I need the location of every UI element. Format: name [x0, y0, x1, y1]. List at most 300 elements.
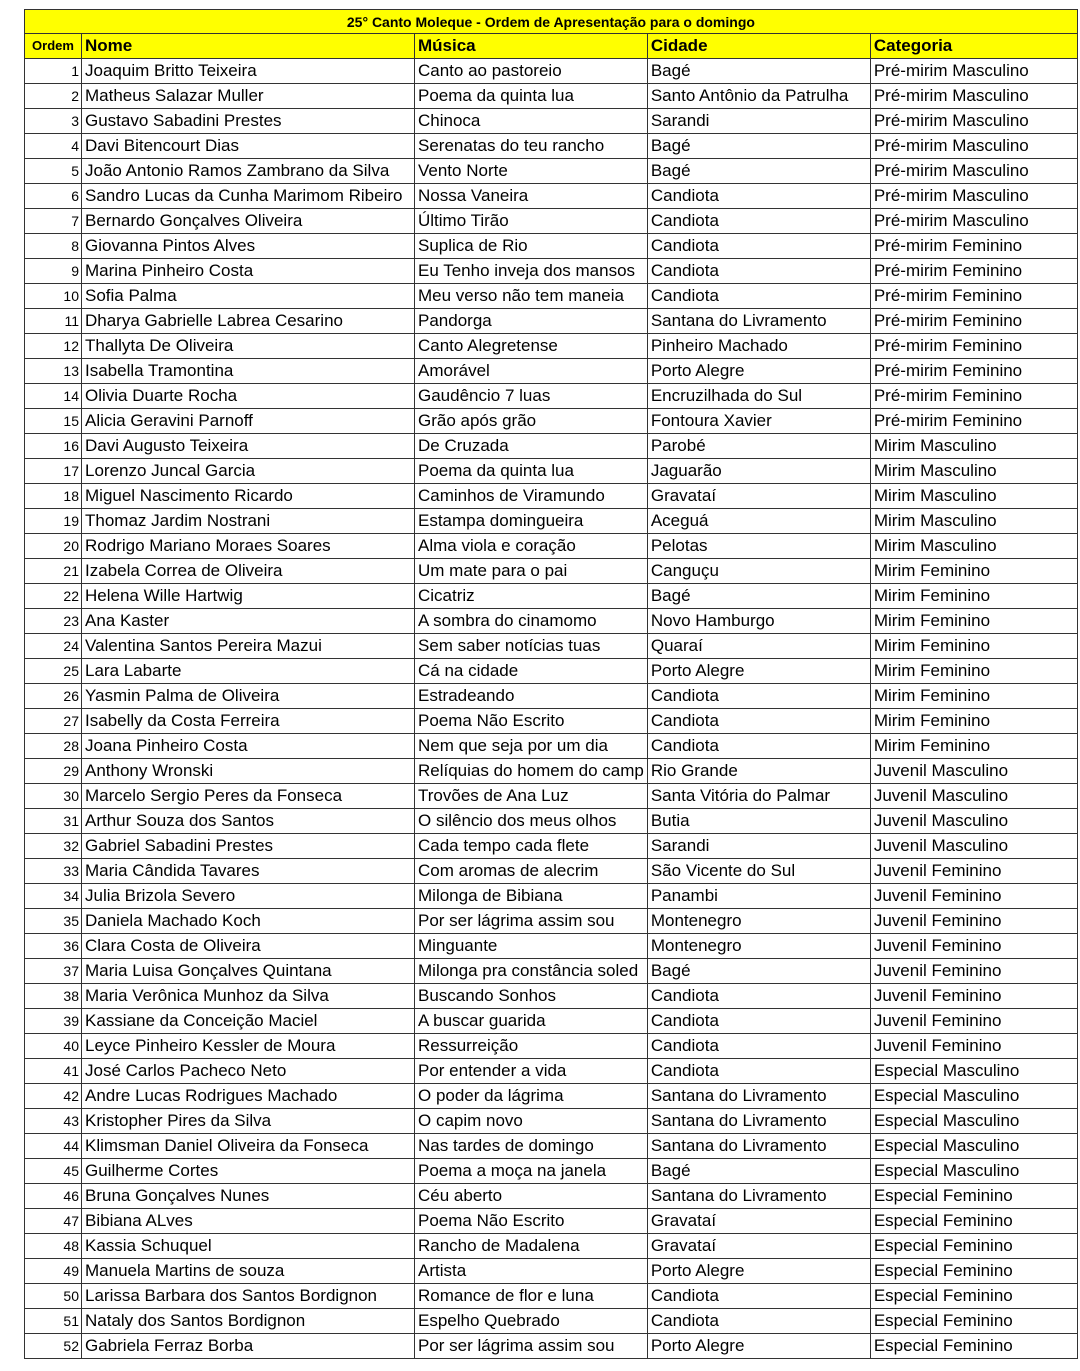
- header-ordem[interactable]: Ordem: [25, 34, 82, 59]
- cell-ordem[interactable]: 39: [25, 1009, 82, 1034]
- cell-musica[interactable]: Buscando Sonhos: [415, 984, 648, 1009]
- cell-musica[interactable]: Estradeando: [415, 684, 648, 709]
- cell-nome[interactable]: Kristopher Pires da Silva: [82, 1109, 415, 1134]
- cell-nome[interactable]: Izabela Correa de Oliveira: [82, 559, 415, 584]
- cell-cidade[interactable]: Santa Vitória do Palmar: [647, 784, 870, 809]
- cell-categoria[interactable]: Pré-mirim Masculino: [870, 184, 1077, 209]
- cell-ordem[interactable]: 28: [25, 734, 82, 759]
- cell-ordem[interactable]: 26: [25, 684, 82, 709]
- cell-cidade[interactable]: Santana do Livramento: [647, 1084, 870, 1109]
- cell-nome[interactable]: Isabelly da Costa Ferreira: [82, 709, 415, 734]
- cell-nome[interactable]: Davi Augusto Teixeira: [82, 434, 415, 459]
- cell-nome[interactable]: Giovanna Pintos Alves: [82, 234, 415, 259]
- table-row: [25, 459, 1078, 484]
- cell-nome[interactable]: Kassiane da Conceição Maciel: [82, 1009, 415, 1034]
- cell-ordem[interactable]: 7: [25, 209, 82, 234]
- cell-categoria[interactable]: Especial Feminino: [870, 1259, 1077, 1284]
- cell-categoria[interactable]: Especial Feminino: [870, 1334, 1077, 1359]
- cell-cidade[interactable]: Candiota: [647, 984, 870, 1009]
- cell-cidade[interactable]: Candiota: [647, 209, 870, 234]
- cell-musica[interactable]: Cá na cidade: [415, 659, 648, 684]
- cell-ordem[interactable]: 30: [25, 784, 82, 809]
- cell-nome[interactable]: Larissa Barbara dos Santos Bordignon: [82, 1284, 415, 1309]
- table-row: [25, 1209, 1078, 1234]
- cell-categoria[interactable]: Mirim Feminino: [870, 709, 1077, 734]
- cell-cidade[interactable]: Pelotas: [647, 534, 870, 559]
- table-row: [25, 1009, 1078, 1034]
- cell-categoria[interactable]: Especial Masculino: [870, 1084, 1077, 1109]
- cell-ordem[interactable]: 23: [25, 609, 82, 634]
- cell-musica[interactable]: Último Tirão: [415, 209, 648, 234]
- cell-nome[interactable]: Marcelo Sergio Peres da Fonseca: [82, 784, 415, 809]
- cell-ordem[interactable]: 36: [25, 934, 82, 959]
- cell-categoria[interactable]: Mirim Feminino: [870, 734, 1077, 759]
- cell-ordem[interactable]: 2: [25, 84, 82, 109]
- cell-nome[interactable]: Helena Wille Hartwig: [82, 584, 415, 609]
- cell-categoria[interactable]: Mirim Masculino: [870, 434, 1077, 459]
- cell-cidade[interactable]: Santana do Livramento: [647, 1109, 870, 1134]
- cell-nome[interactable]: Lorenzo Juncal Garcia: [82, 459, 415, 484]
- cell-ordem[interactable]: 32: [25, 834, 82, 859]
- cell-nome[interactable]: Rodrigo Mariano Moraes Soares: [82, 534, 415, 559]
- cell-musica[interactable]: Por ser lágrima assim sou: [415, 909, 648, 934]
- cell-musica[interactable]: Gaudêncio 7 luas: [415, 384, 648, 409]
- cell-nome[interactable]: Kassia Schuquel: [82, 1234, 415, 1259]
- cell-categoria[interactable]: Pré-mirim Feminino: [870, 359, 1077, 384]
- cell-musica[interactable]: Canto ao pastoreio: [415, 59, 648, 84]
- cell-musica[interactable]: Um mate para o pai: [415, 559, 648, 584]
- cell-nome[interactable]: Dharya Gabrielle Labrea Cesarino: [82, 309, 415, 334]
- cell-categoria[interactable]: Pré-mirim Masculino: [870, 109, 1077, 134]
- cell-categoria[interactable]: Pré-mirim Masculino: [870, 84, 1077, 109]
- header-categoria[interactable]: Categoria: [870, 34, 1077, 59]
- cell-musica[interactable]: Canto Alegretense: [415, 334, 648, 359]
- cell-musica[interactable]: Cicatriz: [415, 584, 648, 609]
- cell-categoria[interactable]: Juvenil Feminino: [870, 934, 1077, 959]
- cell-categoria[interactable]: Pré-mirim Masculino: [870, 209, 1077, 234]
- cell-ordem[interactable]: 6: [25, 184, 82, 209]
- cell-cidade[interactable]: Pinheiro Machado: [647, 334, 870, 359]
- cell-musica[interactable]: Milonga de Bibiana: [415, 884, 648, 909]
- cell-ordem[interactable]: 3: [25, 109, 82, 134]
- cell-ordem[interactable]: 40: [25, 1034, 82, 1059]
- table-row: [25, 109, 1078, 134]
- cell-musica[interactable]: Alma viola e coração: [415, 534, 648, 559]
- cell-cidade[interactable]: Porto Alegre: [647, 1259, 870, 1284]
- table-row: [25, 834, 1078, 859]
- cell-cidade[interactable]: Jaguarão: [647, 459, 870, 484]
- cell-nome[interactable]: Maria Verônica Munhoz da Silva: [82, 984, 415, 1009]
- cell-ordem[interactable]: 9: [25, 259, 82, 284]
- cell-cidade[interactable]: Candiota: [647, 259, 870, 284]
- cell-ordem[interactable]: 46: [25, 1184, 82, 1209]
- cell-cidade[interactable]: Gravataí: [647, 484, 870, 509]
- cell-nome[interactable]: Manuela Martins de souza: [82, 1259, 415, 1284]
- cell-categoria[interactable]: Mirim Feminino: [870, 584, 1077, 609]
- cell-musica[interactable]: Meu verso não tem maneia: [415, 284, 648, 309]
- cell-cidade[interactable]: Montenegro: [647, 934, 870, 959]
- header-cidade[interactable]: Cidade: [647, 34, 870, 59]
- cell-musica[interactable]: Por entender a vida: [415, 1059, 648, 1084]
- cell-categoria[interactable]: Mirim Masculino: [870, 534, 1077, 559]
- cell-categoria[interactable]: Pré-mirim Feminino: [870, 309, 1077, 334]
- cell-musica[interactable]: Ressurreição: [415, 1034, 648, 1059]
- cell-nome[interactable]: Andre Lucas Rodrigues Machado: [82, 1084, 415, 1109]
- cell-nome[interactable]: Anthony Wronski: [82, 759, 415, 784]
- cell-cidade[interactable]: Bagé: [647, 159, 870, 184]
- cell-cidade[interactable]: Bagé: [647, 1159, 870, 1184]
- cell-ordem[interactable]: 42: [25, 1084, 82, 1109]
- cell-ordem[interactable]: 45: [25, 1159, 82, 1184]
- table-row: [25, 984, 1078, 1009]
- cell-categoria[interactable]: Pré-mirim Feminino: [870, 284, 1077, 309]
- cell-ordem[interactable]: 21: [25, 559, 82, 584]
- cell-ordem[interactable]: 31: [25, 809, 82, 834]
- table-row: [25, 484, 1078, 509]
- cell-nome[interactable]: Bernardo Gonçalves Oliveira: [82, 209, 415, 234]
- cell-ordem[interactable]: 14: [25, 384, 82, 409]
- cell-nome[interactable]: Valentina Santos Pereira Mazui: [82, 634, 415, 659]
- cell-nome[interactable]: Davi Bitencourt Dias: [82, 134, 415, 159]
- cell-musica[interactable]: O capim novo: [415, 1109, 648, 1134]
- cell-categoria[interactable]: Pré-mirim Feminino: [870, 259, 1077, 284]
- cell-nome[interactable]: Nataly dos Santos Bordignon: [82, 1309, 415, 1334]
- cell-nome[interactable]: Julia Brizola Severo: [82, 884, 415, 909]
- table-row: [25, 409, 1078, 434]
- cell-ordem[interactable]: 35: [25, 909, 82, 934]
- cell-ordem[interactable]: 29: [25, 759, 82, 784]
- cell-nome[interactable]: Joana Pinheiro Costa: [82, 734, 415, 759]
- cell-categoria[interactable]: Especial Feminino: [870, 1209, 1077, 1234]
- cell-categoria[interactable]: Pré-mirim Masculino: [870, 134, 1077, 159]
- table-row: [25, 384, 1078, 409]
- cell-nome[interactable]: Daniela Machado Koch: [82, 909, 415, 934]
- cell-categoria[interactable]: Mirim Feminino: [870, 634, 1077, 659]
- cell-ordem[interactable]: 48: [25, 1234, 82, 1259]
- cell-musica[interactable]: Sem saber notícias tuas: [415, 634, 648, 659]
- cell-nome[interactable]: Isabella Tramontina: [82, 359, 415, 384]
- cell-cidade[interactable]: Candiota: [647, 1284, 870, 1309]
- cell-ordem[interactable]: 41: [25, 1059, 82, 1084]
- cell-musica[interactable]: Amorável: [415, 359, 648, 384]
- cell-musica[interactable]: Por ser lágrima assim sou: [415, 1334, 648, 1359]
- cell-ordem[interactable]: 10: [25, 284, 82, 309]
- cell-categoria[interactable]: Juvenil Masculino: [870, 834, 1077, 859]
- cell-cidade[interactable]: São Vicente do Sul: [647, 859, 870, 884]
- cell-ordem[interactable]: 17: [25, 459, 82, 484]
- cell-categoria[interactable]: Juvenil Masculino: [870, 759, 1077, 784]
- cell-categoria[interactable]: Juvenil Masculino: [870, 784, 1077, 809]
- table-row: [25, 59, 1078, 84]
- cell-nome[interactable]: Sandro Lucas da Cunha Marimom Ribeiro: [82, 184, 415, 209]
- header-nome[interactable]: Nome: [82, 34, 415, 59]
- cell-cidade[interactable]: Fontoura Xavier: [647, 409, 870, 434]
- cell-categoria[interactable]: Especial Masculino: [870, 1109, 1077, 1134]
- table-row: [25, 784, 1078, 809]
- cell-musica[interactable]: Rancho de Madalena: [415, 1234, 648, 1259]
- cell-ordem[interactable]: 11: [25, 309, 82, 334]
- cell-musica[interactable]: A sombra do cinamomo: [415, 609, 648, 634]
- cell-cidade[interactable]: Bagé: [647, 134, 870, 159]
- cell-cidade[interactable]: Santana do Livramento: [647, 309, 870, 334]
- cell-musica[interactable]: Nas tardes de domingo: [415, 1134, 648, 1159]
- cell-musica[interactable]: Milonga pra constância soled: [415, 959, 648, 984]
- cell-musica[interactable]: Nossa Vaneira: [415, 184, 648, 209]
- cell-nome[interactable]: Arthur Souza dos Santos: [82, 809, 415, 834]
- cell-nome[interactable]: João Antonio Ramos Zambrano da Silva: [82, 159, 415, 184]
- cell-musica[interactable]: Pandorga: [415, 309, 648, 334]
- cell-categoria[interactable]: Juvenil Feminino: [870, 884, 1077, 909]
- cell-categoria[interactable]: Especial Masculino: [870, 1134, 1077, 1159]
- cell-categoria[interactable]: Mirim Feminino: [870, 684, 1077, 709]
- cell-nome[interactable]: Bibiana ALves: [82, 1209, 415, 1234]
- cell-cidade[interactable]: Candiota: [647, 284, 870, 309]
- table-row: [25, 1284, 1078, 1309]
- title-row: [25, 10, 1078, 34]
- table-row: [25, 1259, 1078, 1284]
- cell-cidade[interactable]: Panambi: [647, 884, 870, 909]
- table-row: [25, 659, 1078, 684]
- cell-nome[interactable]: Thallyta De Oliveira: [82, 334, 415, 359]
- cell-categoria[interactable]: Juvenil Feminino: [870, 984, 1077, 1009]
- cell-cidade[interactable]: Aceguá: [647, 509, 870, 534]
- cell-categoria[interactable]: Mirim Masculino: [870, 509, 1077, 534]
- cell-ordem[interactable]: 5: [25, 159, 82, 184]
- cell-nome[interactable]: Marina Pinheiro Costa: [82, 259, 415, 284]
- cell-nome[interactable]: José Carlos Pacheco Neto: [82, 1059, 415, 1084]
- cell-ordem[interactable]: 20: [25, 534, 82, 559]
- cell-musica[interactable]: Serenatas do teu rancho: [415, 134, 648, 159]
- cell-cidade[interactable]: Gravataí: [647, 1209, 870, 1234]
- cell-cidade[interactable]: Candiota: [647, 1059, 870, 1084]
- cell-musica[interactable]: Relíquias do homem do camp: [415, 759, 648, 784]
- cell-cidade[interactable]: Candiota: [647, 1034, 870, 1059]
- cell-ordem[interactable]: 51: [25, 1309, 82, 1334]
- cell-categoria[interactable]: Pré-mirim Masculino: [870, 59, 1077, 84]
- cell-cidade[interactable]: Canguçu: [647, 559, 870, 584]
- cell-musica[interactable]: Com aromas de alecrim: [415, 859, 648, 884]
- cell-cidade[interactable]: Encruzilhada do Sul: [647, 384, 870, 409]
- cell-ordem[interactable]: 4: [25, 134, 82, 159]
- cell-nome[interactable]: Matheus Salazar Muller: [82, 84, 415, 109]
- cell-nome[interactable]: Klimsman Daniel Oliveira da Fonseca: [82, 1134, 415, 1159]
- cell-categoria[interactable]: Pré-mirim Feminino: [870, 334, 1077, 359]
- cell-cidade[interactable]: Candiota: [647, 684, 870, 709]
- cell-categoria[interactable]: Juvenil Feminino: [870, 959, 1077, 984]
- cell-cidade[interactable]: Gravataí: [647, 1234, 870, 1259]
- cell-cidade[interactable]: Candiota: [647, 184, 870, 209]
- cell-cidade[interactable]: Parobé: [647, 434, 870, 459]
- cell-nome[interactable]: Bruna Gonçalves Nunes: [82, 1184, 415, 1209]
- cell-nome[interactable]: Joaquim Britto Teixeira: [82, 59, 415, 84]
- cell-musica[interactable]: Minguante: [415, 934, 648, 959]
- header-musica[interactable]: Música: [415, 34, 648, 59]
- cell-categoria[interactable]: Pré-mirim Feminino: [870, 234, 1077, 259]
- cell-musica[interactable]: Artista: [415, 1259, 648, 1284]
- cell-musica[interactable]: Vento Norte: [415, 159, 648, 184]
- cell-ordem[interactable]: 47: [25, 1209, 82, 1234]
- cell-cidade[interactable]: Porto Alegre: [647, 659, 870, 684]
- cell-categoria[interactable]: Especial Feminino: [870, 1309, 1077, 1334]
- cell-ordem[interactable]: 34: [25, 884, 82, 909]
- cell-cidade[interactable]: Candiota: [647, 734, 870, 759]
- cell-categoria[interactable]: Juvenil Feminino: [870, 909, 1077, 934]
- cell-cidade[interactable]: Bagé: [647, 959, 870, 984]
- cell-categoria[interactable]: Mirim Masculino: [870, 484, 1077, 509]
- cell-categoria[interactable]: Pré-mirim Feminino: [870, 384, 1077, 409]
- cell-categoria[interactable]: Especial Feminino: [870, 1284, 1077, 1309]
- cell-musica[interactable]: Poema da quinta lua: [415, 459, 648, 484]
- cell-musica[interactable]: Romance de flor e luna: [415, 1284, 648, 1309]
- cell-musica[interactable]: Nem que seja por um dia: [415, 734, 648, 759]
- cell-categoria[interactable]: Juvenil Masculino: [870, 809, 1077, 834]
- cell-cidade[interactable]: Porto Alegre: [647, 359, 870, 384]
- cell-categoria[interactable]: Juvenil Feminino: [870, 1009, 1077, 1034]
- cell-cidade[interactable]: Candiota: [647, 1309, 870, 1334]
- cell-musica[interactable]: De Cruzada: [415, 434, 648, 459]
- cell-categoria[interactable]: Mirim Feminino: [870, 559, 1077, 584]
- cell-cidade[interactable]: Candiota: [647, 709, 870, 734]
- cell-musica[interactable]: Espelho Quebrado: [415, 1309, 648, 1334]
- cell-cidade[interactable]: Candiota: [647, 234, 870, 259]
- table-row: [25, 434, 1078, 459]
- cell-nome[interactable]: Miguel Nascimento Ricardo: [82, 484, 415, 509]
- cell-cidade[interactable]: Santo Antônio da Patrulha: [647, 84, 870, 109]
- cell-musica[interactable]: Céu aberto: [415, 1184, 648, 1209]
- table-row: [25, 634, 1078, 659]
- cell-ordem[interactable]: 37: [25, 959, 82, 984]
- cell-ordem[interactable]: 38: [25, 984, 82, 1009]
- table-row: [25, 359, 1078, 384]
- cell-cidade[interactable]: Bagé: [647, 59, 870, 84]
- cell-musica[interactable]: Trovões de Ana Luz: [415, 784, 648, 809]
- cell-nome[interactable]: Sofia Palma: [82, 284, 415, 309]
- cell-cidade[interactable]: Novo Hamburgo: [647, 609, 870, 634]
- cell-musica[interactable]: O poder da lágrima: [415, 1084, 648, 1109]
- cell-ordem[interactable]: 18: [25, 484, 82, 509]
- cell-categoria[interactable]: Especial Masculino: [870, 1059, 1077, 1084]
- cell-categoria[interactable]: Pré-mirim Feminino: [870, 409, 1077, 434]
- cell-cidade[interactable]: Candiota: [647, 1009, 870, 1034]
- cell-musica[interactable]: Cada tempo cada flete: [415, 834, 648, 859]
- table-row: [25, 209, 1078, 234]
- header-row: [25, 34, 1078, 59]
- cell-ordem[interactable]: 13: [25, 359, 82, 384]
- table-row: [25, 84, 1078, 109]
- table-row: [25, 1184, 1078, 1209]
- cell-ordem[interactable]: 12: [25, 334, 82, 359]
- table-row: [25, 609, 1078, 634]
- cell-nome[interactable]: Leyce Pinheiro Kessler de Moura: [82, 1034, 415, 1059]
- cell-cidade[interactable]: Rio Grande: [647, 759, 870, 784]
- cell-cidade[interactable]: Bagé: [647, 584, 870, 609]
- schedule-table: [24, 9, 1078, 1359]
- cell-musica[interactable]: A buscar guarida: [415, 1009, 648, 1034]
- cell-nome[interactable]: Olivia Duarte Rocha: [82, 384, 415, 409]
- cell-categoria[interactable]: Especial Masculino: [870, 1159, 1077, 1184]
- cell-nome[interactable]: Clara Costa de Oliveira: [82, 934, 415, 959]
- cell-nome[interactable]: Alicia Geravini Parnoff: [82, 409, 415, 434]
- cell-categoria[interactable]: Especial Feminino: [870, 1234, 1077, 1259]
- cell-ordem[interactable]: 33: [25, 859, 82, 884]
- cell-ordem[interactable]: 8: [25, 234, 82, 259]
- cell-cidade[interactable]: Santana do Livramento: [647, 1184, 870, 1209]
- cell-categoria[interactable]: Especial Feminino: [870, 1184, 1077, 1209]
- table-row: [25, 1084, 1078, 1109]
- cell-cidade[interactable]: Butia: [647, 809, 870, 834]
- cell-musica[interactable]: Poema a moça na janela: [415, 1159, 648, 1184]
- table-row: [25, 884, 1078, 909]
- cell-musica[interactable]: Caminhos de Viramundo: [415, 484, 648, 509]
- cell-categoria[interactable]: Juvenil Feminino: [870, 859, 1077, 884]
- cell-cidade[interactable]: Montenegro: [647, 909, 870, 934]
- table-row: [25, 809, 1078, 834]
- cell-musica[interactable]: Poema da quinta lua: [415, 84, 648, 109]
- cell-musica[interactable]: Estampa domingueira: [415, 509, 648, 534]
- cell-ordem[interactable]: 15: [25, 409, 82, 434]
- cell-categoria[interactable]: Mirim Masculino: [870, 459, 1077, 484]
- cell-musica[interactable]: Poema Não Escrito: [415, 709, 648, 734]
- cell-cidade[interactable]: Sarandi: [647, 834, 870, 859]
- cell-nome[interactable]: Yasmin Palma de Oliveira: [82, 684, 415, 709]
- cell-nome[interactable]: Gustavo Sabadini Prestes: [82, 109, 415, 134]
- cell-categoria[interactable]: Juvenil Feminino: [870, 1034, 1077, 1059]
- cell-ordem[interactable]: 24: [25, 634, 82, 659]
- cell-musica[interactable]: O silêncio dos meus olhos: [415, 809, 648, 834]
- cell-nome[interactable]: Thomaz Jardim Nostrani: [82, 509, 415, 534]
- table-row: [25, 909, 1078, 934]
- cell-ordem[interactable]: 19: [25, 509, 82, 534]
- cell-musica[interactable]: Chinoca: [415, 109, 648, 134]
- cell-categoria[interactable]: Mirim Feminino: [870, 659, 1077, 684]
- table-row: [25, 259, 1078, 284]
- cell-ordem[interactable]: 43: [25, 1109, 82, 1134]
- cell-musica[interactable]: Poema Não Escrito: [415, 1209, 648, 1234]
- cell-ordem[interactable]: 27: [25, 709, 82, 734]
- table-row: [25, 1234, 1078, 1259]
- cell-nome[interactable]: Ana Kaster: [82, 609, 415, 634]
- cell-ordem[interactable]: 50: [25, 1284, 82, 1309]
- sheet-title[interactable]: 25° Canto Moleque - Ordem de Apresentação para o domingo: [25, 10, 1078, 34]
- cell-ordem[interactable]: 44: [25, 1134, 82, 1159]
- cell-ordem[interactable]: 22: [25, 584, 82, 609]
- table-row: [25, 534, 1078, 559]
- cell-categoria[interactable]: Pré-mirim Masculino: [870, 159, 1077, 184]
- cell-cidade[interactable]: Santana do Livramento: [647, 1134, 870, 1159]
- cell-musica[interactable]: Eu Tenho inveja dos mansos: [415, 259, 648, 284]
- cell-cidade[interactable]: Porto Alegre: [647, 1334, 870, 1359]
- cell-cidade[interactable]: Quaraí: [647, 634, 870, 659]
- cell-ordem[interactable]: 52: [25, 1334, 82, 1359]
- cell-nome[interactable]: Gabriela Ferraz Borba: [82, 1334, 415, 1359]
- table-row: [25, 1159, 1078, 1184]
- cell-ordem[interactable]: 25: [25, 659, 82, 684]
- cell-nome[interactable]: Maria Cândida Tavares: [82, 859, 415, 884]
- cell-ordem[interactable]: 16: [25, 434, 82, 459]
- cell-nome[interactable]: Lara Labarte: [82, 659, 415, 684]
- cell-cidade[interactable]: Sarandi: [647, 109, 870, 134]
- table-row: [25, 709, 1078, 734]
- cell-nome[interactable]: Maria Luisa Gonçalves Quintana: [82, 959, 415, 984]
- cell-categoria[interactable]: Mirim Feminino: [870, 609, 1077, 634]
- cell-ordem[interactable]: 49: [25, 1259, 82, 1284]
- cell-nome[interactable]: Gabriel Sabadini Prestes: [82, 834, 415, 859]
- cell-ordem[interactable]: 1: [25, 59, 82, 84]
- cell-nome[interactable]: Guilherme Cortes: [82, 1159, 415, 1184]
- cell-musica[interactable]: Grão após grão: [415, 409, 648, 434]
- table-row: [25, 959, 1078, 984]
- cell-musica[interactable]: Suplica de Rio: [415, 234, 648, 259]
